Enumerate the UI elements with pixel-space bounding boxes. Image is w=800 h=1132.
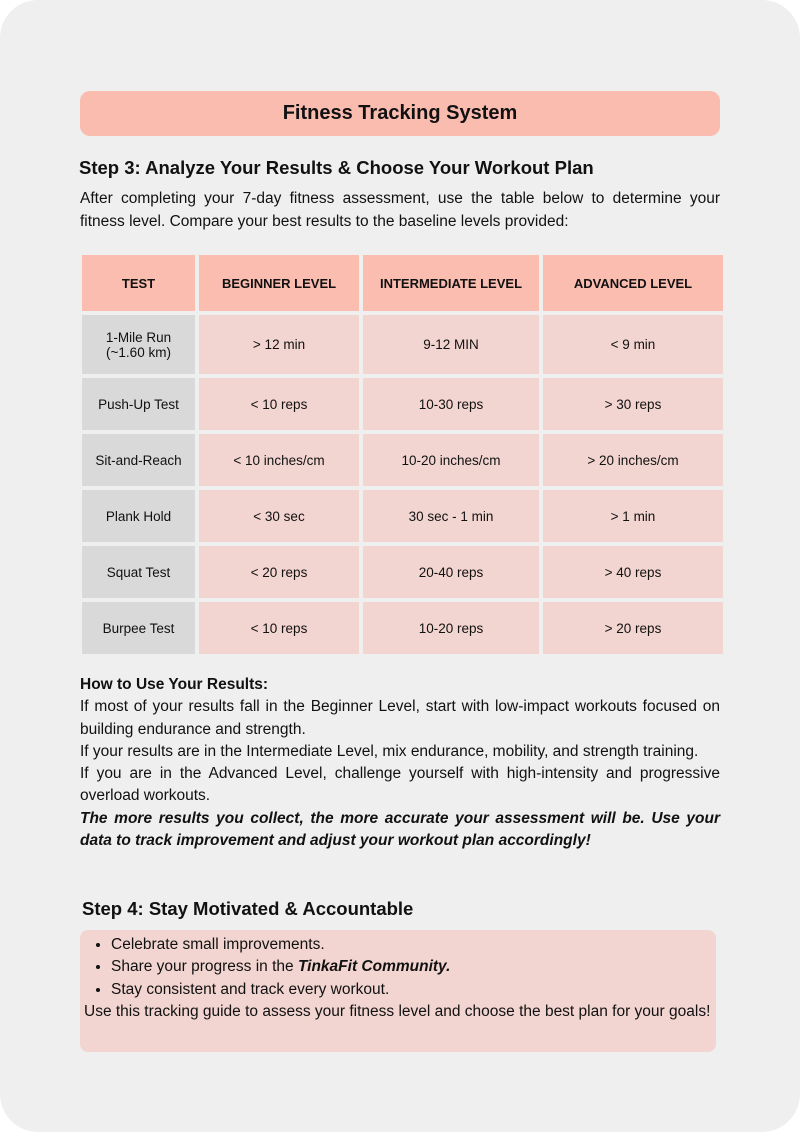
- table-row: [82, 434, 723, 486]
- advanced-cell: > 20 reps: [543, 602, 723, 654]
- test-name-line2: (~1.60 km): [106, 344, 171, 360]
- column-header-advanced: ADVANCED LEVEL: [543, 255, 723, 311]
- list-item: [111, 956, 712, 978]
- table-row: [82, 490, 723, 542]
- motivation-box: [80, 930, 716, 1052]
- intermediate-cell: 30 sec - 1 min: [363, 490, 539, 542]
- how-to-intermediate: If your results are in the Intermediate Level, mix endurance, mobility, and strength training.: [80, 742, 699, 760]
- motivation-list: [84, 934, 712, 1001]
- intermediate-cell: 20-40 reps: [363, 546, 539, 598]
- test-name-cell: Burpee Test: [82, 602, 195, 654]
- results-table: [78, 251, 727, 658]
- advanced-cell: > 20 inches/cm: [543, 434, 723, 486]
- beginner-cell: < 10 reps: [199, 602, 359, 654]
- test-name-cell: Sit-and-Reach: [82, 434, 195, 486]
- page-title: Fitness Tracking System: [80, 91, 720, 136]
- beginner-cell: > 12 min: [199, 315, 359, 374]
- test-name-line1: 1-Mile Run: [105, 329, 172, 345]
- test-name-cell: Plank Hold: [82, 490, 195, 542]
- advanced-cell: > 40 reps: [543, 546, 723, 598]
- column-header-intermediate: INTERMEDIATE LEVEL: [363, 255, 539, 311]
- table-row: [82, 378, 723, 430]
- step3-intro: After completing your 7-day fitness assessment, use the table below to determine your fitness level. Compare your best results to the baseline levels provided:: [80, 190, 720, 230]
- how-to-section: [80, 674, 720, 852]
- list-item: • Celebrate small improvements.: [111, 934, 712, 956]
- step3-heading: Step 3: Analyze Your Results & Choose Your Workout Plan: [79, 157, 594, 178]
- how-to-emphasis: The more results you collect, the more accurate your assessment will be. Use your data to track improvement and adjust your workout plan accordingly!: [80, 809, 720, 850]
- table-row: [82, 602, 723, 654]
- table-row: [82, 546, 723, 598]
- advanced-cell: > 1 min: [543, 490, 723, 542]
- test-name-cell: Squat Test: [82, 546, 195, 598]
- bullet-text: Share your progress in the: [111, 958, 298, 976]
- column-header-beginner: BEGINNER LEVEL: [199, 255, 359, 311]
- step4-heading: Step 4: Stay Motivated & Accountable: [82, 898, 414, 919]
- how-to-beginner: If most of your results fall in the Beginner Level, start with low-impact workouts focused on building endurance and strength.: [80, 698, 720, 738]
- beginner-cell: < 30 sec: [199, 490, 359, 542]
- test-name-cell: [82, 315, 195, 374]
- advanced-cell: < 9 min: [543, 315, 723, 374]
- intermediate-cell: 10-20 reps: [363, 602, 539, 654]
- how-to-advanced: If you are in the Advanced Level, challenge yourself with high-intensity and progressive overload workouts.: [80, 765, 720, 805]
- intermediate-cell: 10-20 inches/cm: [363, 434, 539, 486]
- intermediate-cell: 9-12 MIN: [363, 315, 539, 374]
- table-header-row: [82, 255, 723, 311]
- table-row: [82, 315, 723, 374]
- beginner-cell: < 20 reps: [199, 546, 359, 598]
- intermediate-cell: 10-30 reps: [363, 378, 539, 430]
- how-to-heading: How to Use Your Results:: [80, 676, 269, 693]
- list-item: • Stay consistent and track every workout.: [111, 979, 712, 1001]
- advanced-cell: > 30 reps: [543, 378, 723, 430]
- test-name-cell: Push-Up Test: [82, 378, 195, 430]
- column-header-test: TEST: [82, 255, 195, 311]
- community-name: TinkaFit Community.: [297, 958, 451, 976]
- beginner-cell: < 10 reps: [199, 378, 359, 430]
- closing-text: Use this tracking guide to assess your fitness level and choose the best plan for your goals!: [84, 1002, 711, 1020]
- beginner-cell: < 10 inches/cm: [199, 434, 359, 486]
